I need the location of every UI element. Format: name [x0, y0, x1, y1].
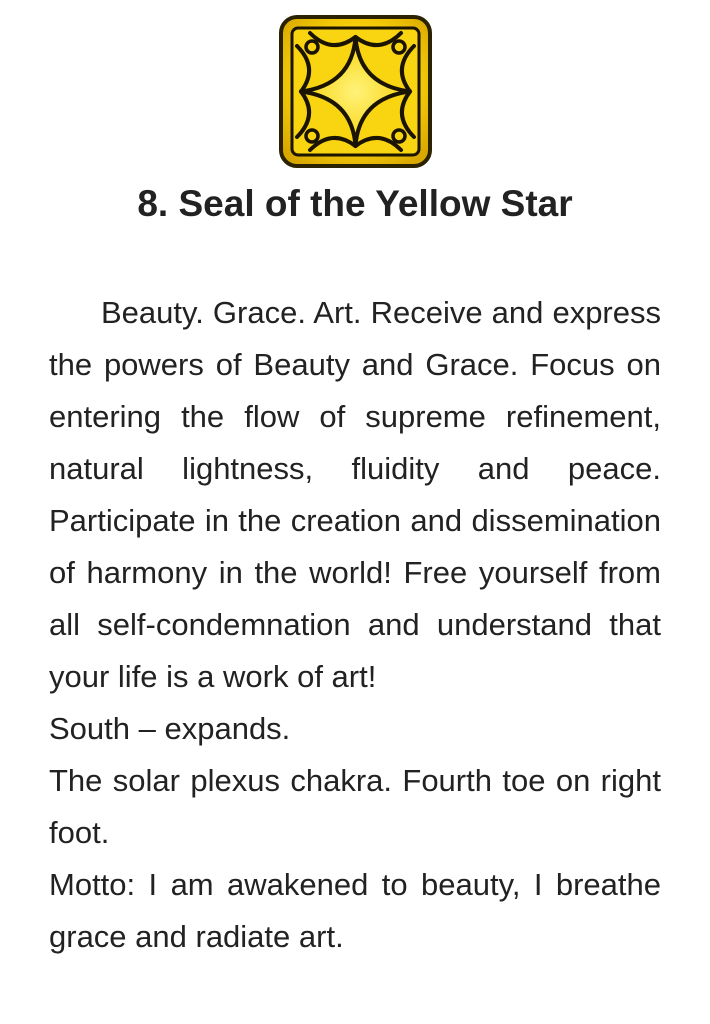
yellow-star-seal-icon: [279, 15, 432, 168]
chakra-line: The solar plexus chakra. Fourth toe on right foot.: [49, 763, 661, 850]
direction-line: South – expands.: [49, 711, 291, 746]
motto-line: Motto: I am awakened to beauty, I breathe grace and radiate art.: [49, 867, 661, 954]
page-title: 8. Seal of the Yellow Star: [137, 183, 573, 224]
description-paragraph: Beauty. Grace. Art. Receive and express the powers of Beauty and Grace. Focus on entering the flow of supreme refinement, natural lightness, fluidity and peace. Participate in the creation and dissemination of harmony in the world! Free yourself from all self-condemnation and understand that your life is a work of art!: [49, 295, 661, 694]
description-body: [49, 287, 661, 963]
